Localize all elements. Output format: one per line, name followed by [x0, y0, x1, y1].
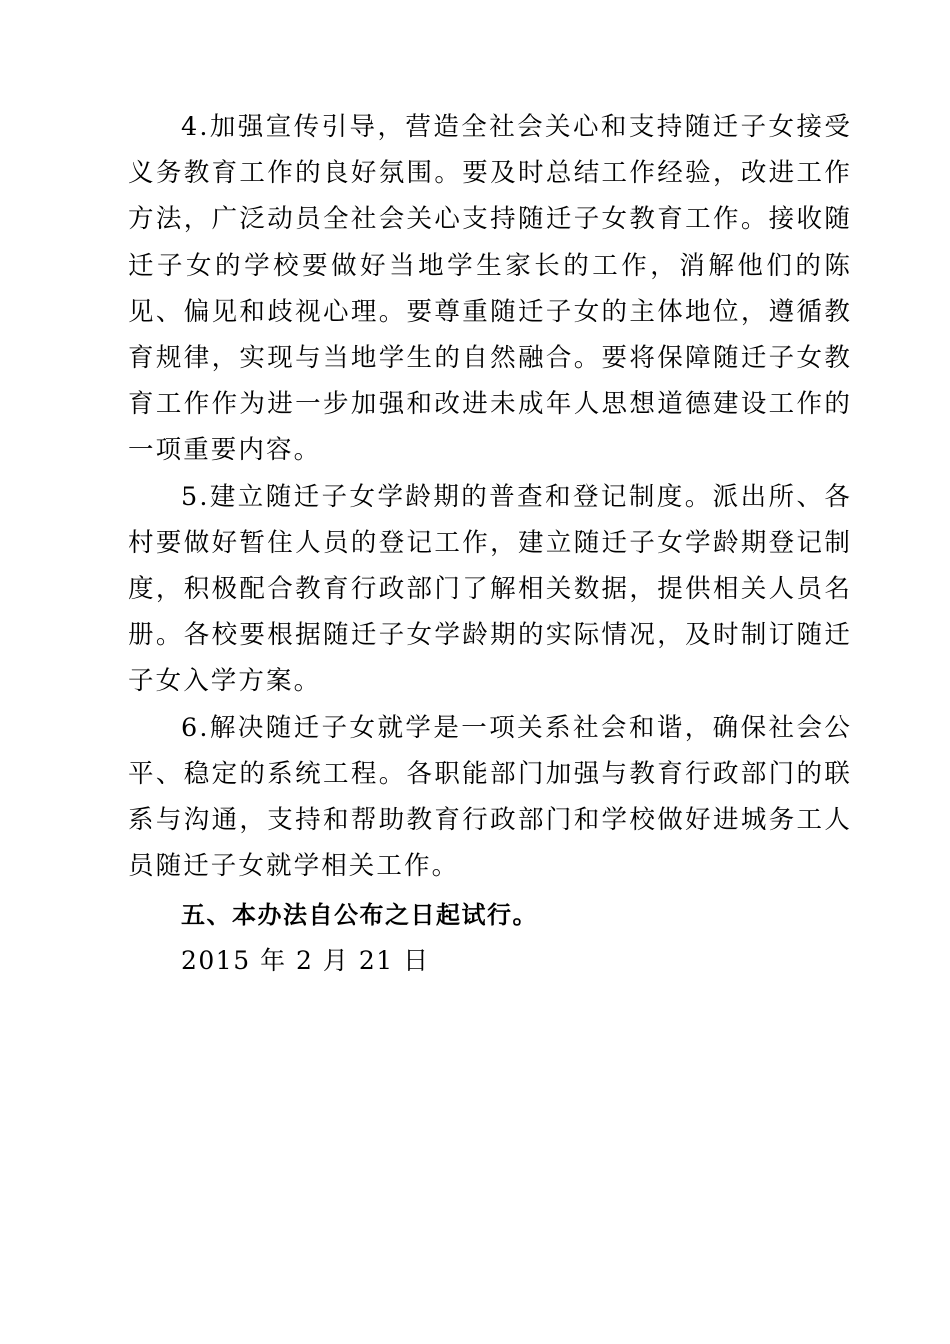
paragraph-item-5: 5.建立随迁子女学龄期的普查和登记制度。派出所、各村要做好暂住人员的登记工作，建立随迁子女学龄期登记制度，积极配合教育行政部门了解相关数据，提供相关人员名册。各校要根据随迁子女学龄期的实际情况，及时制订随迁子女入学方案。	[128, 481, 852, 697]
document-date: 2015 年 2 月 21 日	[181, 946, 430, 976]
paragraph-item-6: 6.解决随迁子女就学是一项关系社会和谐，确保社会公平、稳定的系统工程。各职能部门加强与教育行政部门的联系与沟通，支持和帮助教育行政部门和学校做好进城务工人员随迁子女就学相关工作。	[128, 712, 852, 882]
document-body	[128, 104, 852, 984]
section-heading: 五、本办法自公布之日起试行。	[181, 901, 538, 930]
paragraph-item-4: 4.加强宣传引导，营造全社会关心和支持随迁子女接受义务教育工作的良好氛围。要及时总结工作经验，改进工作方法，广泛动员全社会关心支持随迁子女教育工作。接收随迁子女的学校要做好当地学生家长的工作，消解他们的陈见、偏见和歧视心理。要尊重随迁子女的主体地位，遵循教育规律，实现与当地学生的自然融合。要将保障随迁子女教育工作作为进一步加强和改进未成年人思想道德建设工作的一项重要内容。	[128, 112, 852, 466]
